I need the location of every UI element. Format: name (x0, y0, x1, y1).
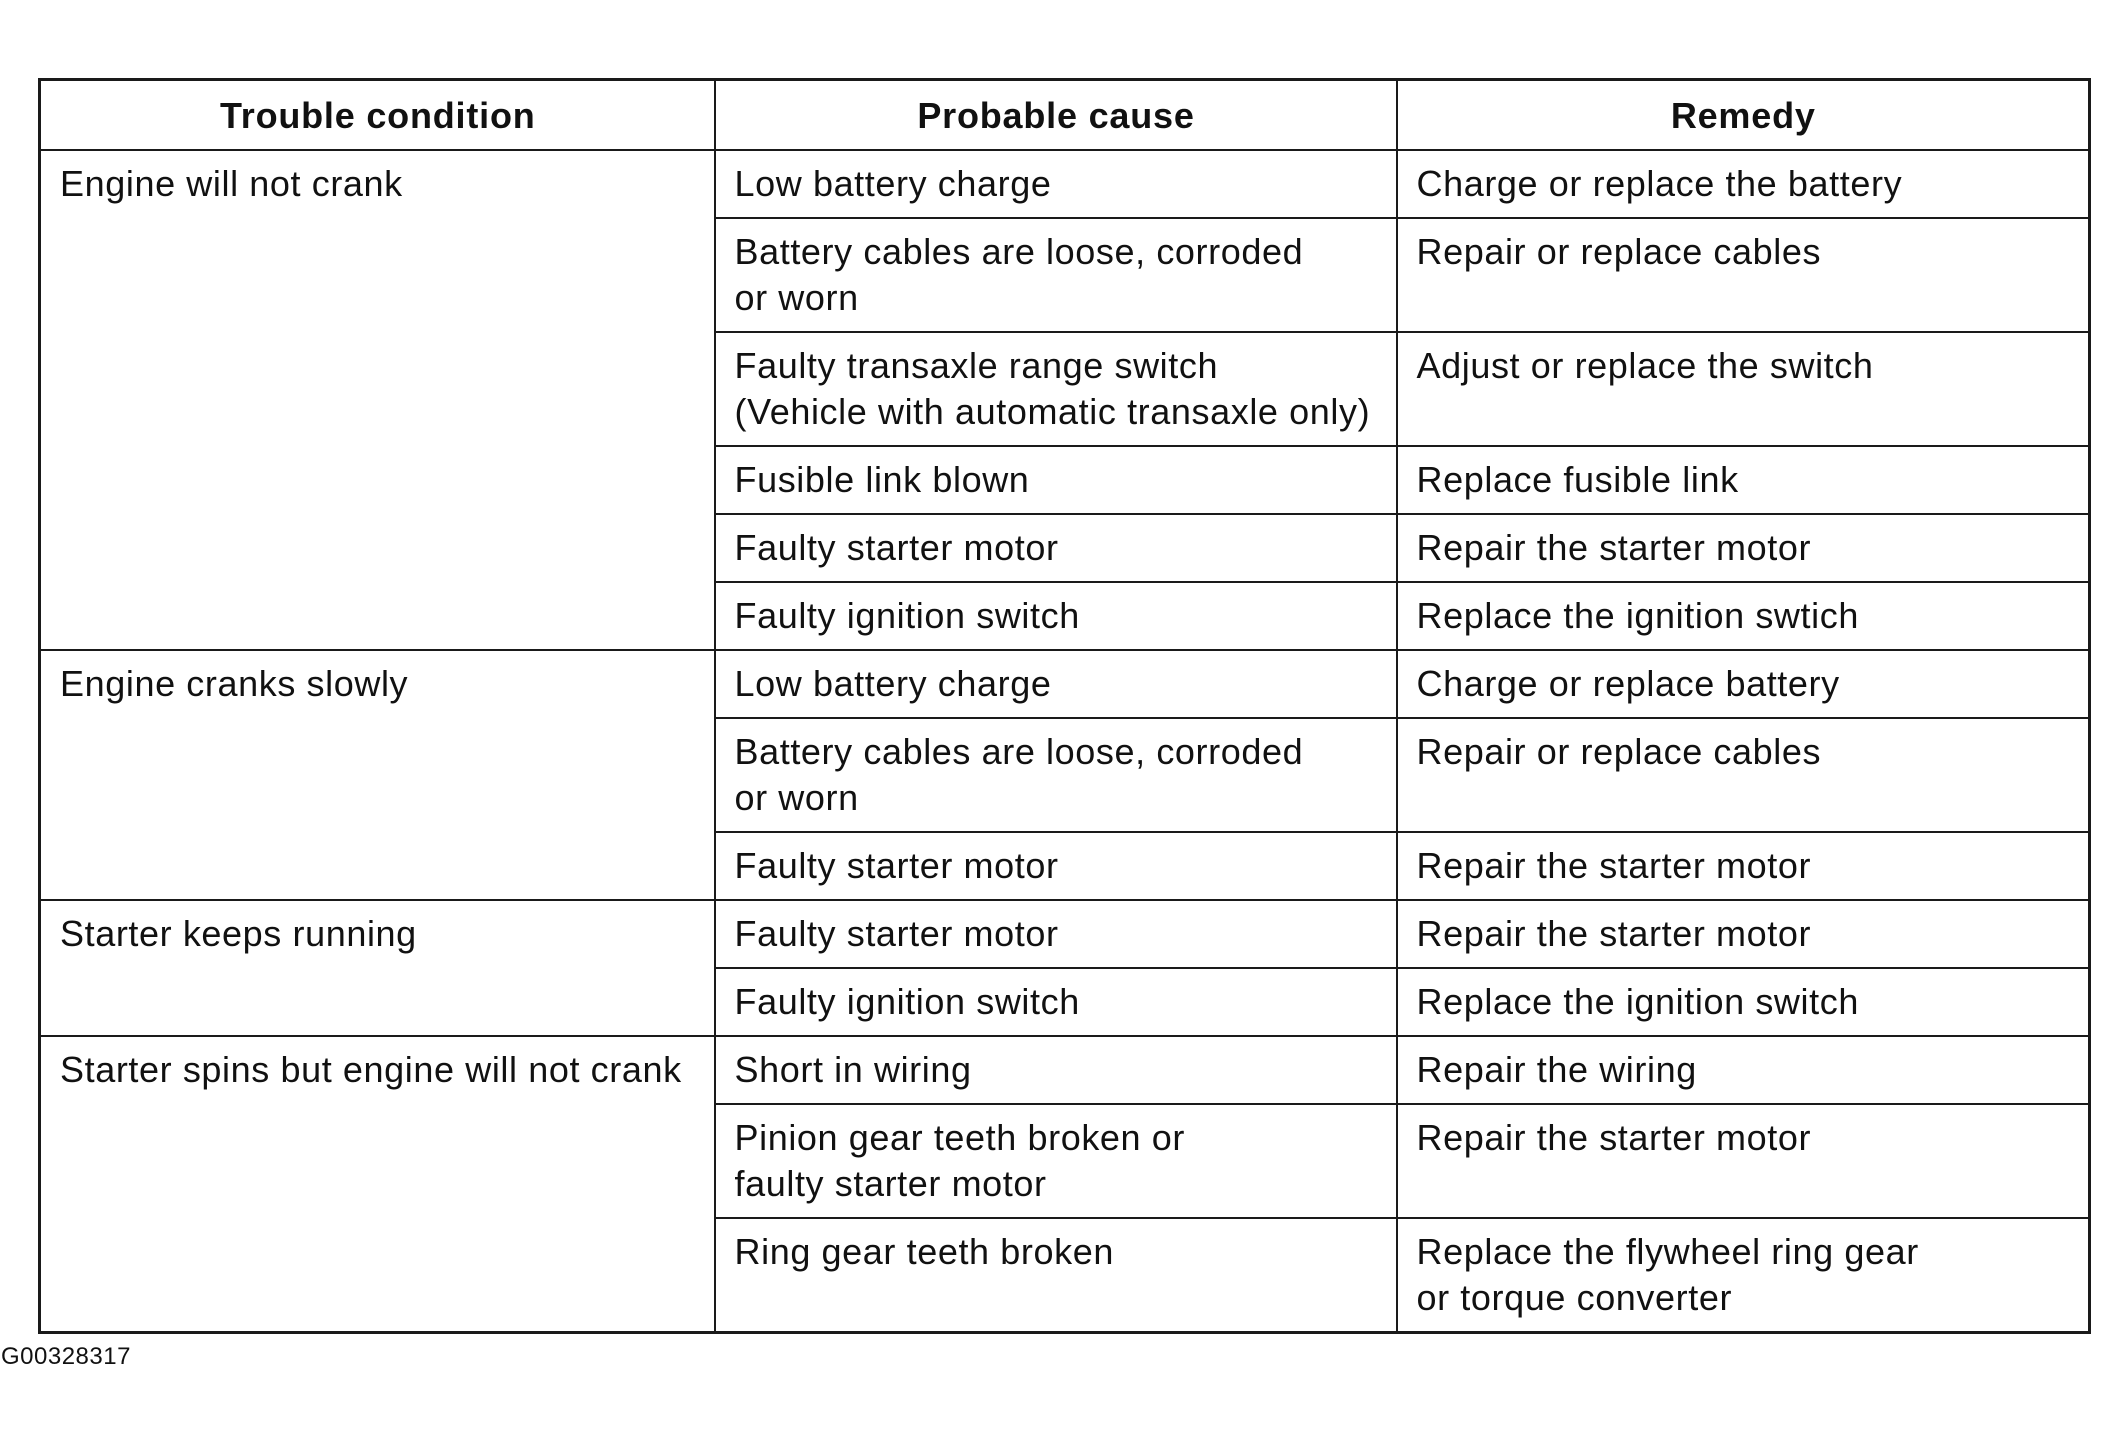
table-header-row (40, 80, 2090, 151)
remedy-cell: Repair or replace cables (1397, 718, 2090, 832)
remedy-cell: Replace the flywheel ring gear or torque converter (1397, 1218, 2090, 1333)
probable-cause-cell: Battery cables are loose, corroded or worn (715, 218, 1397, 332)
trouble-condition-cell: Starter keeps running (40, 900, 715, 1036)
probable-cause-cell: Battery cables are loose, corroded or worn (715, 718, 1397, 832)
probable-cause-cell: Faulty transaxle range switch (Vehicle with automatic transaxle only) (715, 332, 1397, 446)
header-probable-cause: Probable cause (715, 80, 1397, 151)
header-remedy: Remedy (1397, 80, 2090, 151)
probable-cause-cell: Faulty ignition switch (715, 968, 1397, 1036)
table-row (40, 1036, 2090, 1104)
probable-cause-cell: Low battery charge (715, 150, 1397, 218)
remedy-cell: Charge or replace battery (1397, 650, 2090, 718)
probable-cause-cell: Ring gear teeth broken (715, 1218, 1397, 1333)
probable-cause-cell: Faulty starter motor (715, 900, 1397, 968)
trouble-condition-cell: Engine cranks slowly (40, 650, 715, 900)
table-row (40, 150, 2090, 218)
table-row (40, 650, 2090, 718)
header-trouble-condition: Trouble condition (40, 80, 715, 151)
troubleshooting-table (38, 78, 2091, 1334)
probable-cause-cell: Faulty starter motor (715, 832, 1397, 900)
table-row (40, 900, 2090, 968)
remedy-cell: Replace the ignition swtich (1397, 582, 2090, 650)
trouble-condition-cell: Engine will not crank (40, 150, 715, 650)
remedy-cell: Charge or replace the battery (1397, 150, 2090, 218)
remedy-cell: Repair the starter motor (1397, 1104, 2090, 1218)
remedy-cell: Repair or replace cables (1397, 218, 2090, 332)
remedy-cell: Replace the ignition switch (1397, 968, 2090, 1036)
figure-id: G00328317 (1, 1343, 131, 1370)
remedy-cell: Repair the starter motor (1397, 832, 2090, 900)
remedy-cell: Repair the starter motor (1397, 514, 2090, 582)
probable-cause-cell: Short in wiring (715, 1036, 1397, 1104)
trouble-condition-cell: Starter spins but engine will not crank (40, 1036, 715, 1333)
remedy-cell: Adjust or replace the switch (1397, 332, 2090, 446)
remedy-cell: Repair the starter motor (1397, 900, 2090, 968)
probable-cause-cell: Fusible link blown (715, 446, 1397, 514)
probable-cause-cell: Faulty starter motor (715, 514, 1397, 582)
remedy-cell: Repair the wiring (1397, 1036, 2090, 1104)
probable-cause-cell: Pinion gear teeth broken or faulty starter motor (715, 1104, 1397, 1218)
probable-cause-cell: Low battery charge (715, 650, 1397, 718)
probable-cause-cell: Faulty ignition switch (715, 582, 1397, 650)
remedy-cell: Replace fusible link (1397, 446, 2090, 514)
